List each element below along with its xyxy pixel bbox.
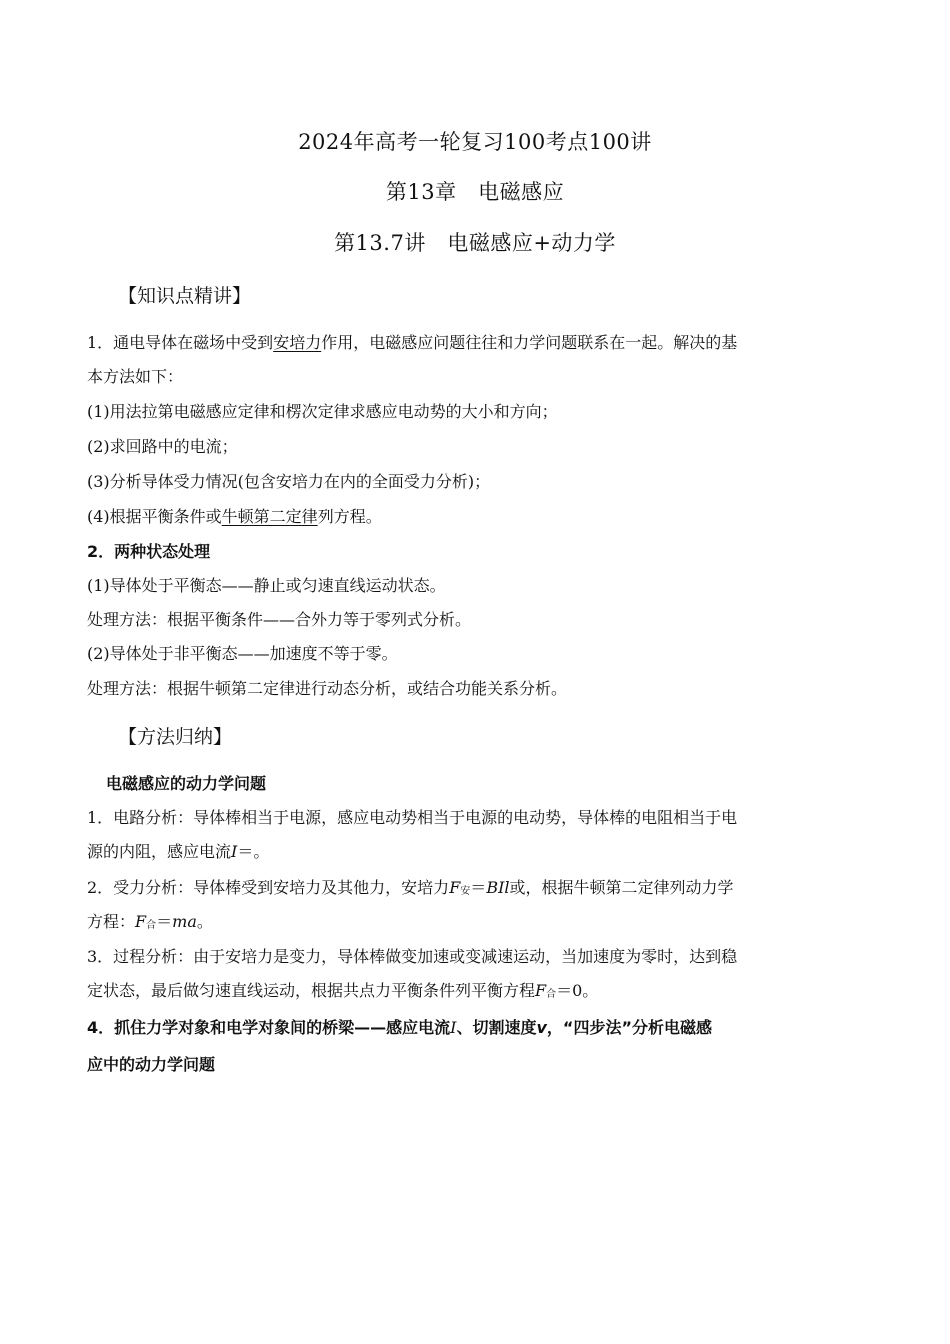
text: ＝ (470, 878, 487, 897)
method-1-line-1: 1．电路分析：导体棒相当于电源，感应电动势相当于电源的电动势，导体棒的电阻相当于电 (87, 808, 738, 827)
method-4-line-1 (87, 1015, 867, 1038)
ampere-force-link[interactable]: 安培力 (273, 333, 322, 352)
text: 方程： (87, 912, 136, 931)
state-2: (2)导体处于非平衡态——加速度不等于零。 (87, 644, 398, 663)
text: 列方程。 (317, 507, 382, 526)
text: ＝0。 (556, 981, 599, 1000)
lecture-title: 第13.7讲 电磁感应+动力学 (334, 231, 616, 255)
text: 定状态，最后做匀速直线运动，根据共点力平衡条件列平衡方程 (87, 981, 536, 1000)
step-3: (3)分析导体受力情况(包含安培力在内的全面受力分析)； (87, 472, 491, 491)
step-2: (2)求回路中的电流； (87, 437, 238, 456)
state-1-method: 处理方法：根据平衡条件——合外力等于零列式分析。 (87, 610, 472, 629)
current-variable: I (231, 842, 238, 861)
method-3-line-1: 3．过程分析：由于安培力是变力，导体棒做变加速或变减速运动，当加速度为零时，达到稳 (87, 947, 738, 966)
velocity-variable: v (536, 1018, 547, 1037)
force-variable: F (535, 981, 547, 1000)
text: 1．通电导体在磁场中受到 (87, 333, 274, 352)
text: (4)根据平衡条件或 (87, 507, 222, 526)
method-3-line-2 (87, 978, 867, 1001)
text: 。 (196, 912, 213, 931)
method-1-line-2 (87, 839, 867, 862)
text: 2．受力分析：导体棒受到安培力及其他力，安培力 (87, 878, 450, 897)
newton-second-law-link[interactable]: 牛顿第二定律 (221, 507, 318, 526)
document-title: 2024年高考一轮复习100考点100讲 (298, 130, 652, 154)
force-variable: F (449, 878, 461, 897)
text: 源的内阻，感应电流 (87, 842, 232, 861)
state-1: (1)导体处于平衡态——静止或匀速直线运动状态。 (87, 576, 446, 595)
subscript: 安 (460, 886, 471, 897)
step-1: (1)用法拉第电磁感应定律和楞次定律求感应电动势的大小和方向； (87, 402, 558, 421)
formula: ma (172, 912, 197, 931)
text: 作用，电磁感应问题往往和力学问题联系在一起。解决的基 (321, 333, 738, 352)
text: ＝。 (237, 842, 270, 861)
text: 或，根据牛顿第二定律列动力学 (509, 878, 734, 897)
method-heading: 【方法归纳】 (118, 726, 233, 748)
text: 4．抓住力学对象和电学对象间的桥梁——感应电流 (87, 1018, 451, 1037)
subscript: 合 (546, 989, 557, 1000)
current-variable: I (450, 1018, 457, 1037)
state-2-method: 处理方法：根据牛顿第二定律进行动态分析，或结合功能关系分析。 (87, 679, 568, 698)
knowledge-heading: 【知识点精讲】 (118, 285, 252, 307)
paragraph-2-heading: 2．两种状态处理 (87, 542, 211, 561)
text: ，“四步法”分析电磁感 (546, 1018, 712, 1037)
force-variable: F (135, 912, 147, 931)
formula: BIl (486, 878, 510, 897)
method-4-line-2: 应中的动力学问题 (87, 1055, 216, 1074)
method-2-line-1 (87, 875, 867, 898)
text: 、切割速度 (456, 1018, 537, 1037)
paragraph-1-line-1 (87, 330, 867, 353)
method-subheading: 电磁感应的动力学问题 (106, 774, 267, 793)
method-2-line-2 (87, 909, 867, 932)
chapter-title: 第13章 电磁感应 (385, 180, 565, 204)
step-4 (87, 504, 867, 527)
subscript: 合 (146, 920, 157, 931)
paragraph-1-line-2: 本方法如下： (87, 367, 184, 386)
text: ＝ (156, 912, 173, 931)
